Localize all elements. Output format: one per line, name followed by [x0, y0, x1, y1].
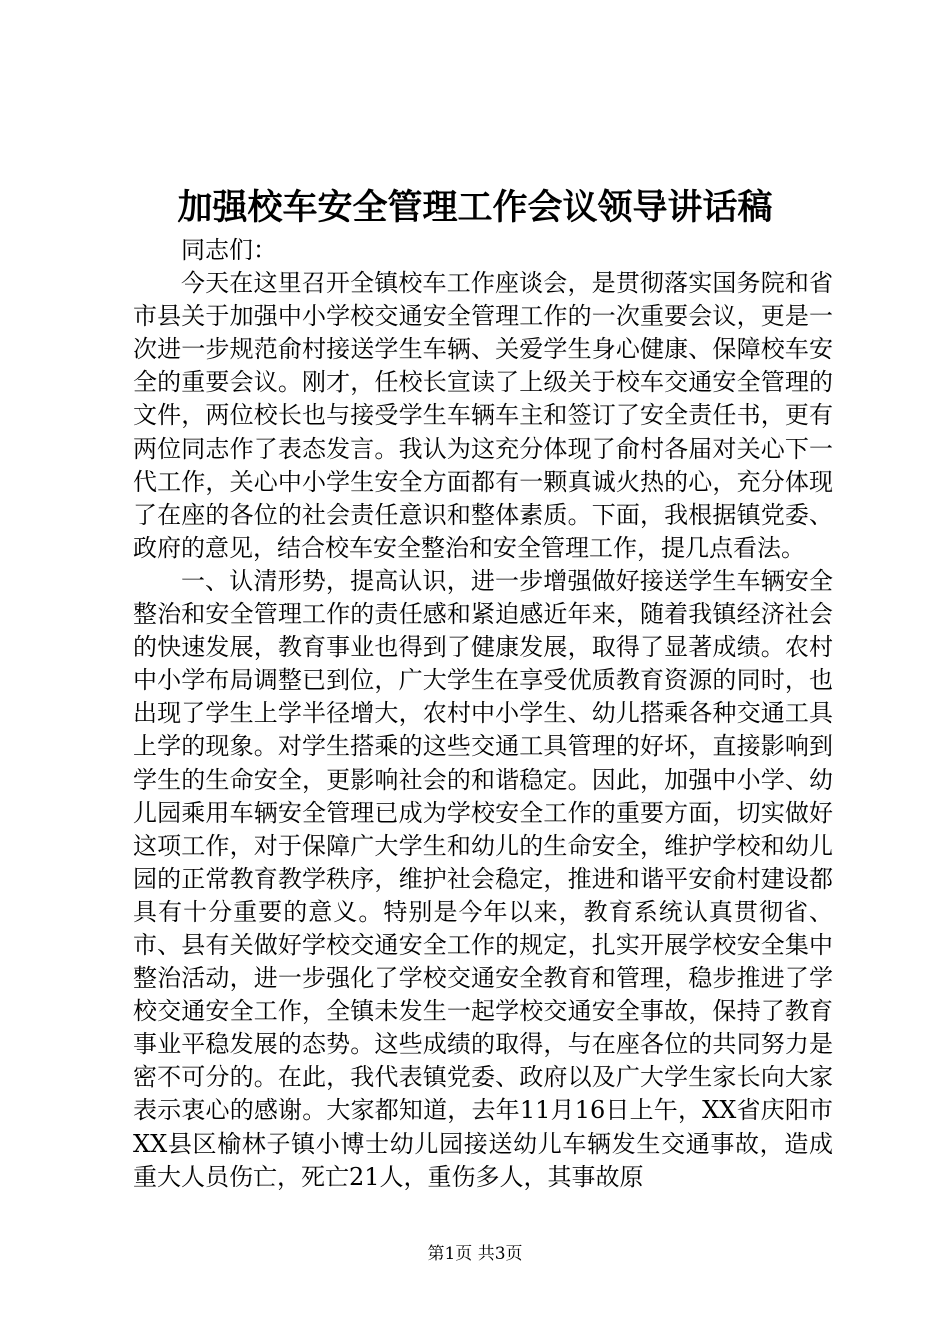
salutation: 同志们： — [181, 236, 277, 264]
body-paragraph-1: 今天在这里召开全镇校车工作座谈会，是贯彻落实国务院和省市县关于加强中小学校交通安全管理工作的一次重要会议，更是一次进一步规范俞村接送学生车辆、关爱学生身心健康、保障校车安全的重要会议。刚才，任校长宣读了上级关于校车交通安全管理的文件，两位校长也与接受学生车辆车主和签订了安全责任书，更有两位同志作了表态发言。我认为这充分体现了俞村各届对关心下一代工作，关心中小学生安全方面都有一颗真诚火热的心，充分体现了在座的各位的社会责任意识和整体素质。下面，我根据镇党委、政府的意见，结合校车安全整治和安全管理工作，提几点看法。 — [133, 269, 833, 562]
document-title: 加强校车安全管理工作会议领导讲话稿 — [177, 187, 773, 228]
body-paragraph-2: 一、认清形势，提高认识，进一步增强做好接送学生车辆安全整治和安全管理工作的责任感和紧迫感近年来，随着我镇经济社会的快速发展，教育事业也得到了健康发展，取得了显著成绩。农村中小学布局调整已到位，广大学生在享受优质教育资源的同时，也出现了学生上学半径增大，农村中小学生、幼儿搭乘各种交通工具上学的现象。对学生搭乘的这些交通工具管理的好坏，直接影响到学生的生命安全，更影响社会的和谐稳定。因此，加强中小学、幼儿园乘用车辆安全管理已成为学校安全工作的重要方面，切实做好这项工作，对于保障广大学生和幼儿的生命安全，维护学校和幼儿园的正常教育教学秩序，维护社会稳定，推进和谐平安俞村建设都具有十分重要的意义。特别是今年以来，教育系统认真贯彻省、市、县有关做好学校交通安全工作的规定，扎实开展学校安全集中整治活动，进一步强化了学校交通安全教育和管理，稳步推进了学校交通安全工作，全镇未发生一起学校交通安全事故，保持了教育事业平稳发展的态势。这些成绩的取得，与在座各位的共同努力是密不可分的。在此，我代表镇党委、政府以及广大学生家长向大家表示衷心的感谢。大家都知道，去年11月16日上午，XX省庆阳市XX县区榆林子镇小博士幼儿园接送幼儿车辆发生交通事故，造成重大人员伤亡，死亡21人，重伤多人，其事故原 — [133, 566, 833, 1191]
page-number-footer: 第1页 共3页 — [427, 1244, 523, 1264]
document-body — [133, 234, 833, 1194]
